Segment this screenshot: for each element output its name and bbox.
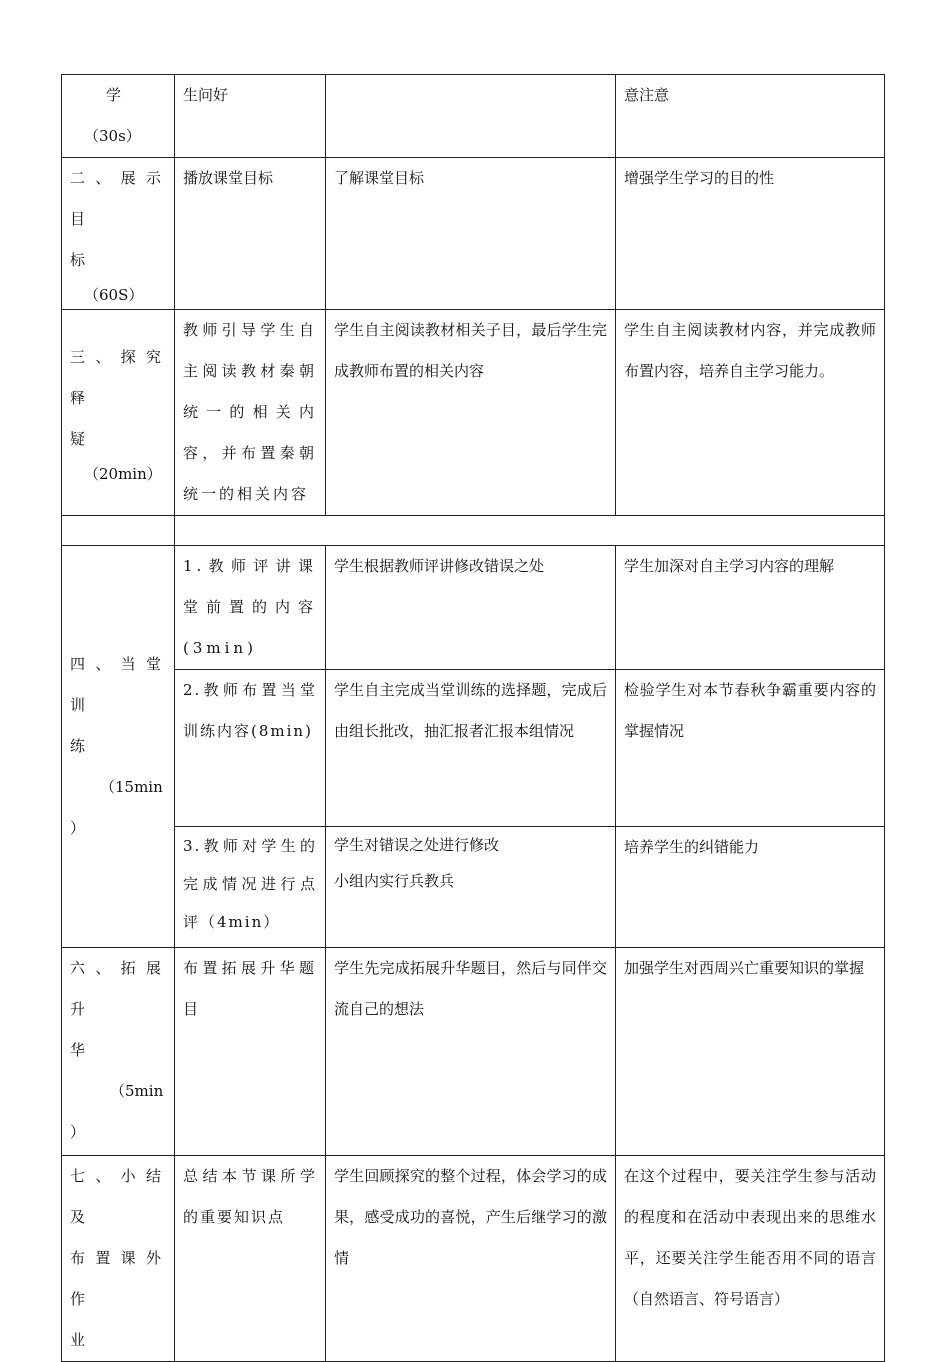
teacher-activity-text: 教师引导学生自主阅读教材秦朝统一的相关内容，并布置秦朝统一的相关内容 <box>183 321 317 503</box>
stage-line: 七、小结及 <box>70 1167 166 1226</box>
stage-line: 业 <box>70 1331 86 1349</box>
stage-line: 华 <box>70 1041 86 1059</box>
stage-line: （15min <box>100 778 163 796</box>
teacher-activity-cell <box>175 670 326 827</box>
table-row <box>62 310 885 516</box>
teacher-activity-text: 布置拓展升华题目 <box>183 959 317 1018</box>
stage-line: （20min） <box>84 465 162 483</box>
student-activity-text: 学生回顾探究的整个过程，体会学习的成果，感受成功的喜悦，产生后继学习的激情 <box>334 1167 607 1267</box>
student-activity-cell <box>326 948 616 1156</box>
design-intent-text: 加强学生对西周兴亡重要知识的掌握 <box>624 959 865 977</box>
student-activity-text: 了解课堂目标 <box>334 169 425 187</box>
teacher-activity-text: 3.教师对学生的完成情况进行点评（4min） <box>183 837 317 931</box>
design-intent-cell <box>616 1156 885 1362</box>
table-row <box>62 948 885 1156</box>
stage-line: 三、探究释 <box>70 348 166 407</box>
stage-line: 六、拓展升 <box>70 959 166 1018</box>
stage-cell <box>62 310 175 516</box>
teacher-activity-cell <box>175 827 326 948</box>
teacher-activity-cell <box>175 948 326 1156</box>
blank-cell <box>175 516 885 546</box>
teacher-activity-cell <box>175 310 326 516</box>
stage-cell <box>62 75 175 158</box>
teacher-activity-text: 生问好 <box>183 86 229 104</box>
table-row <box>62 1156 885 1362</box>
student-activity-cell <box>326 75 616 158</box>
design-intent-text: 检验学生对本节春秋争霸重要内容的掌握情况 <box>624 681 876 740</box>
stage-line: 布置课外作 <box>70 1249 166 1308</box>
design-intent-cell <box>616 546 885 670</box>
teacher-activity-text: 播放课堂目标 <box>183 169 274 187</box>
teacher-activity-cell <box>175 546 326 670</box>
table-row <box>62 827 885 948</box>
design-intent-cell <box>616 310 885 516</box>
student-activity-cell <box>326 670 616 827</box>
student-activity-cell <box>326 310 616 516</box>
design-intent-cell <box>616 670 885 827</box>
stage-line: 二、展示目 <box>70 169 166 228</box>
student-activity-text: 学生先完成拓展升华题目，然后与同伴交流自己的想法 <box>334 959 607 1018</box>
teacher-activity-cell <box>175 158 326 310</box>
teacher-activity-cell <box>175 75 326 158</box>
table-row-blank <box>62 516 885 546</box>
table-row <box>62 670 885 827</box>
stage-line: 疑 <box>70 430 86 448</box>
design-intent-cell <box>616 75 885 158</box>
design-intent-cell <box>616 948 885 1156</box>
table-row <box>62 75 885 158</box>
teacher-activity-text: 1.教师评讲课堂前置的内容(3min) <box>183 557 317 657</box>
table-row <box>62 546 885 670</box>
blank-cell <box>62 516 175 546</box>
lesson-plan-table <box>61 74 885 1362</box>
design-intent-text: 意注意 <box>624 86 670 104</box>
student-activity-text: 学生自主完成当堂训练的选择题，完成后由组长批改，抽汇报者汇报本组情况 <box>334 681 607 740</box>
stage-cell <box>62 1156 175 1362</box>
student-activity-cell <box>326 1156 616 1362</box>
stage-line: 练 <box>70 737 86 755</box>
design-intent-cell <box>616 158 885 310</box>
stage-line: （30s） <box>84 127 141 145</box>
stage-cell <box>62 158 175 310</box>
design-intent-text: 在这个过程中，要关注学生参与活动的程度和在活动中表现出来的思维水平，还要关注学生能否用不同的语言（自然语言、符号语言） <box>624 1167 876 1308</box>
student-activity-cell <box>326 827 616 948</box>
student-activity-text: 学生根据教师评讲修改错误之处 <box>334 557 545 575</box>
teacher-activity-text: 2.教师布置当堂训练内容(8min) <box>183 681 317 740</box>
teacher-activity-text: 总结本节课所学的重要知识点 <box>183 1167 317 1226</box>
student-activity-cell <box>326 158 616 310</box>
student-activity-text: 学生对错误之处进行修改 小组内实行兵教兵 <box>334 836 500 890</box>
teacher-activity-cell <box>175 1156 326 1362</box>
design-intent-text: 学生自主阅读教材内容，并完成教师布置内容，培养自主学习能力。 <box>624 321 876 380</box>
stage-line: ） <box>70 1123 86 1141</box>
student-activity-cell <box>326 546 616 670</box>
stage-line: （5min <box>110 1082 164 1100</box>
stage-cell <box>62 948 175 1156</box>
stage-cell <box>62 546 175 948</box>
design-intent-text: 学生加深对自主学习内容的理解 <box>624 557 835 575</box>
stage-line: ） <box>70 819 86 837</box>
stage-line: 四、当堂训 <box>70 655 166 714</box>
design-intent-text: 培养学生的纠错能力 <box>624 838 760 856</box>
student-activity-text: 学生自主阅读教材相关子目，最后学生完成教师布置的相关内容 <box>334 321 607 380</box>
table-row <box>62 158 885 310</box>
design-intent-text: 增强学生学习的目的性 <box>624 169 775 187</box>
stage-line: 学 <box>106 86 122 104</box>
design-intent-cell <box>616 827 885 948</box>
stage-line: （60S） <box>84 286 144 304</box>
stage-line: 标 <box>70 251 86 269</box>
